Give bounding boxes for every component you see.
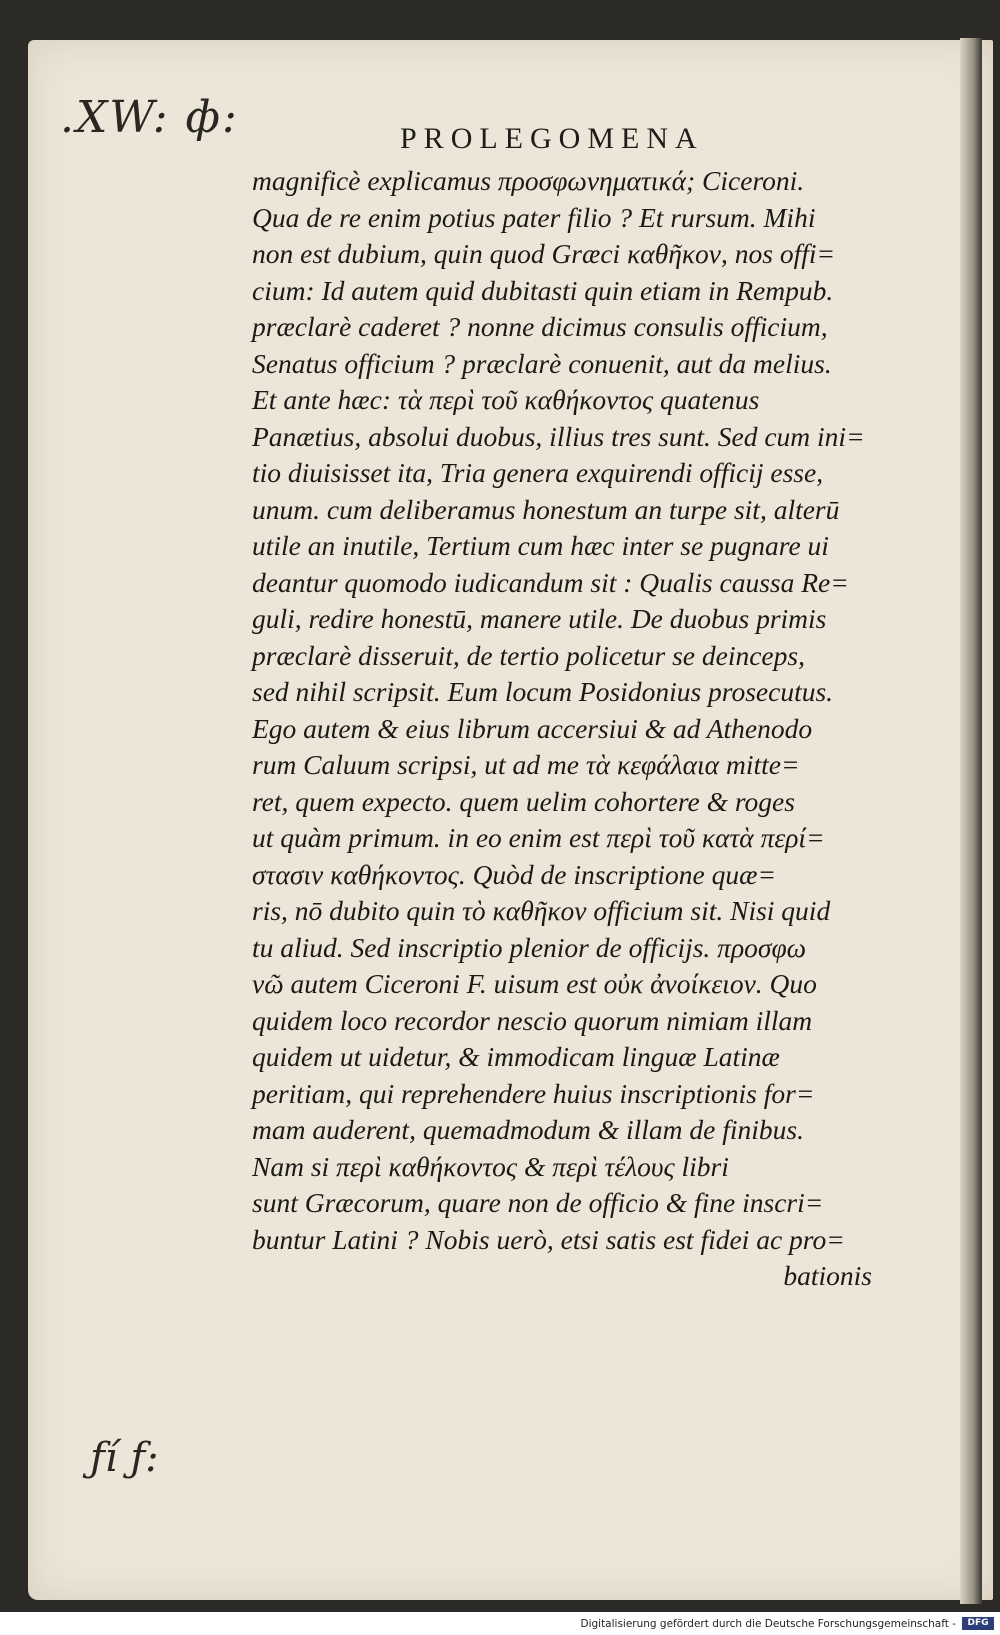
digitization-credit: Digitalisierung gefördert durch die Deutsche Forschungsgemeinschaft - (580, 1618, 956, 1630)
catchword: bationis (783, 1260, 872, 1291)
text-line: Senatus officium ? præclarè conuenit, aut da melius. (252, 347, 832, 379)
text-line: στασιν καθήκοντος. Quòd de inscriptione quæ= (252, 858, 777, 890)
text-line: ut quàm primum. in eo enim est περὶ τοῦ κατὰ περί= (252, 822, 825, 853)
text-line: Ego autem & eius librum accersiui & ad Athenodo (252, 712, 813, 744)
text-line: tio diuisisset ita, Tria genera exquirendi officij esse, (252, 457, 824, 488)
text-line: Panætius, absolui duobus, illius tres sunt. Sed cum ini= (252, 420, 865, 452)
text-line: sed nihil scripsit. Eum locum Posidonius prosecutus. (252, 676, 834, 707)
manuscript-shelfmark: .XW: ф: (60, 92, 239, 143)
manuscript-note: ƒí ƒ: (90, 1435, 159, 1481)
text-line: peritiam, qui reprehendere huius inscriptionis for= (252, 1077, 815, 1109)
text-line: rum Caluum scripsi, ut ad me τὰ κεφάλαια mitte= (252, 749, 800, 780)
text-line: magnificè explicamus προσφωνηματικά; Ciceroni. (252, 165, 805, 196)
page-body (252, 163, 882, 1295)
text-line: Et ante hæc: τὰ περὶ τοῦ καθήκοντος quatenus (252, 384, 760, 415)
text-line: Qua de re enim potius pater filio ? Et rursum. Mihi (252, 201, 816, 233)
text-line: utile an inutile, Tertium cum hæc inter se pugnare ui (252, 530, 829, 561)
text-line: præclarè disseruit, de tertio policetur se deinceps, (252, 639, 805, 671)
dfg-logo: DFG (962, 1617, 994, 1630)
text-line: Nam si περὶ καθήκοντος & περὶ τέλους libri (252, 1150, 729, 1182)
running-header: PROLEGOMENA (400, 122, 704, 155)
text-line: ris, nō dubito quin τὸ καθῆκον officium sit. Nisi quid (252, 895, 831, 926)
text-line: non est dubium, quin quod Græci καθῆκον, nos offi= (252, 238, 836, 269)
text-line: ret, quem expecto. quem uelim cohortere & roges (252, 785, 795, 817)
text-line: sunt Græcorum, quare non de officio & fine inscri= (252, 1187, 824, 1218)
text-line: buntur Latini ? Nobis uerò, etsi satis est fidei ac pro= (252, 1223, 845, 1255)
text-line: quidem loco recordor nescio quorum nimiam illam (252, 1004, 813, 1036)
text-line: cium: Id autem quid dubitasti quin etiam in Rempub. (252, 274, 834, 306)
page-edge (960, 38, 982, 1604)
text-line: guli, redire honestū, manere utile. De duobus primis (252, 603, 827, 634)
text-line: νῶ autem Ciceroni F. uisum est οὐκ ἀνοίκειον. Quo (252, 968, 817, 999)
text-line: præclarè caderet ? nonne dicimus consulis officium, (252, 311, 828, 342)
text-line: unum. cum deliberamus honestum an turpe sit, alterū (252, 493, 840, 525)
text-line: mam auderent, quemadmodum & illam de finibus. (252, 1114, 804, 1145)
text-line: quidem ut uidetur, & immodicam linguæ Latinæ (252, 1041, 780, 1072)
text-line: tu aliud. Sed inscriptio plenior de officijs. προσφω (252, 931, 807, 963)
text-line: deantur quomodo iudicandum sit : Qualis caussa Re= (252, 566, 849, 598)
